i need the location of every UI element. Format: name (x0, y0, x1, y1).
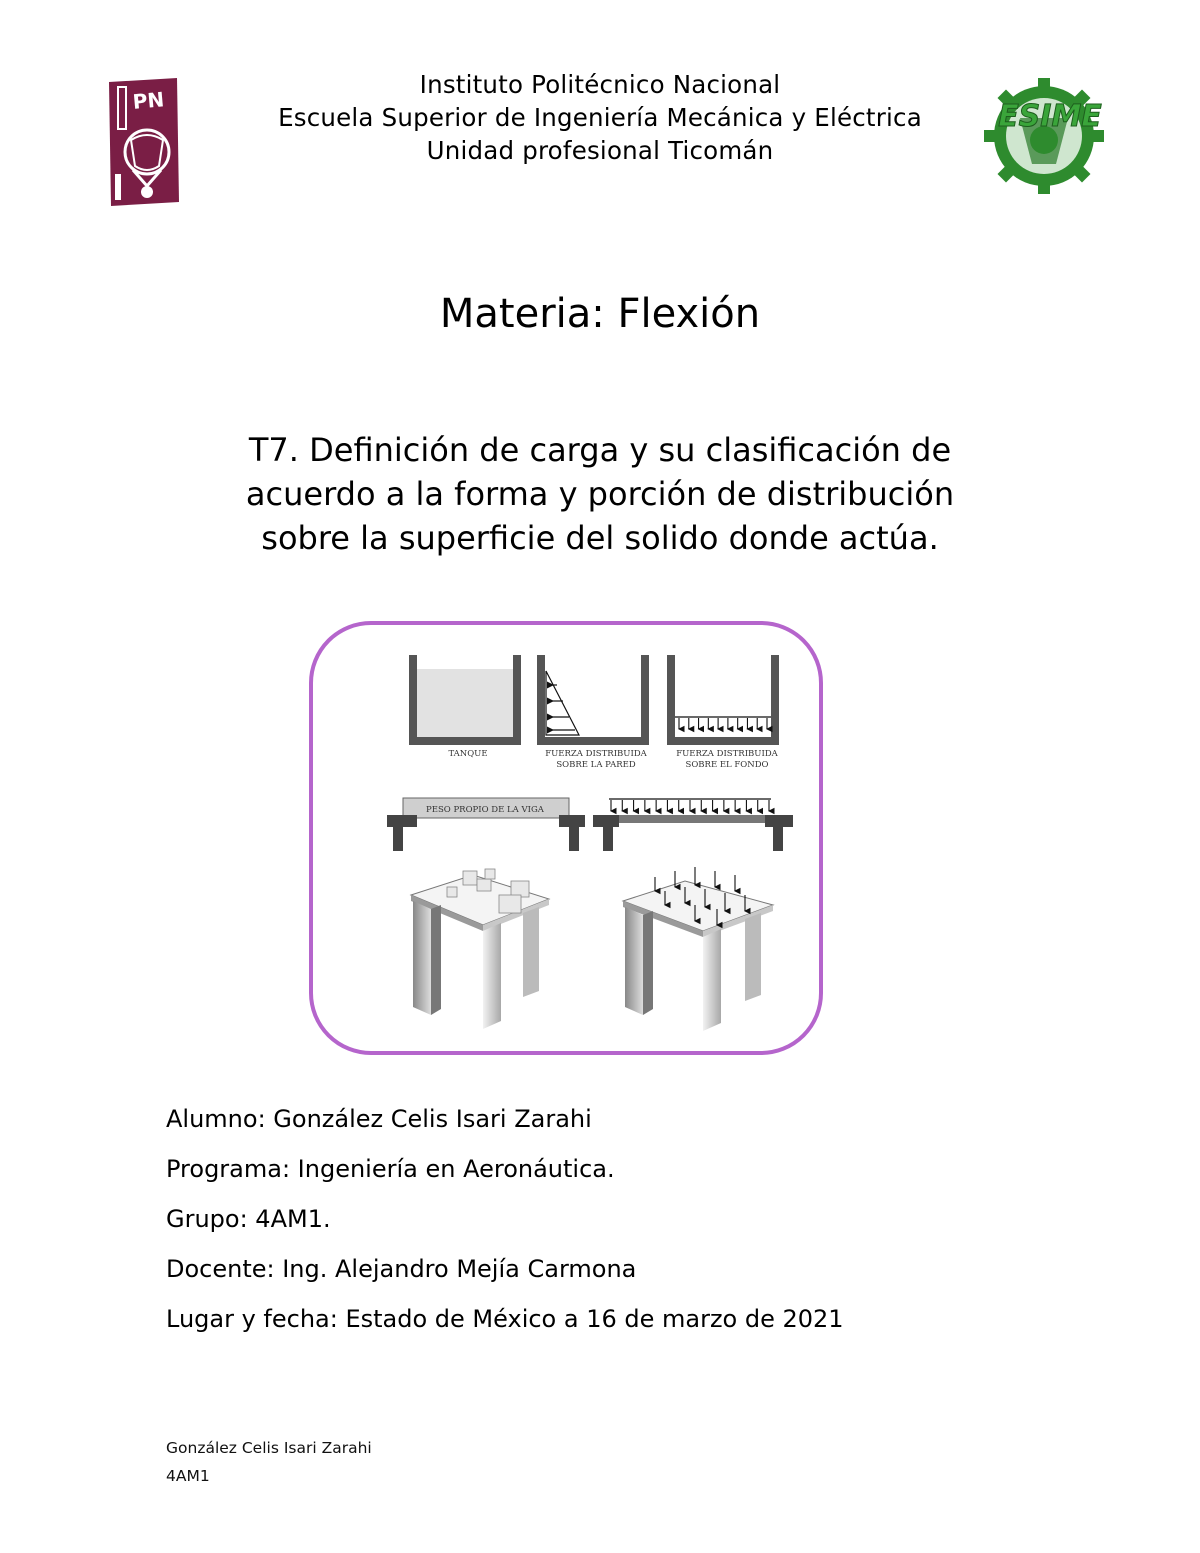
label-beam: PESO PROPIO DE LA VIGA (426, 805, 544, 815)
institution-name: Instituto Politécnico Nacional (419, 70, 781, 99)
topic-line-3: sobre la superficie del solido donde actúa. (261, 519, 939, 557)
bottom-load-diagram (667, 655, 779, 745)
student-name: Alumno: González Celis Isari Zarahi (166, 1105, 592, 1133)
wall-load-diagram (537, 655, 649, 745)
header (220, 68, 980, 167)
school-name: Escuela Superior de Ingeniería Mecánica y Eléctrica (278, 103, 922, 132)
place-date: Lugar y fecha: Estado de México a 16 de marzo de 2021 (166, 1305, 844, 1333)
tank-diagram (409, 655, 521, 745)
topic-line-2: acuerdo a la forma y porción de distribución (245, 475, 955, 513)
label-bottom-1: FUERZA DISTRIBUIDA (676, 749, 778, 759)
load-types-illustration (313, 625, 819, 1051)
table-with-boxes-diagram (411, 869, 549, 1029)
student-info (166, 1104, 1066, 1354)
label-bottom-2: SOBRE EL FONDO (685, 760, 769, 770)
topic-line-1: T7. Definición de carga y su clasificación de (248, 431, 952, 469)
table-with-arrows-diagram (623, 867, 773, 1031)
ipn-logo-icon (103, 74, 183, 210)
beam-distributed-load-diagram (593, 799, 793, 851)
footer-name: González Celis Isari Zarahi (166, 1439, 372, 1457)
beam-self-weight-diagram (387, 798, 585, 851)
label-wall-2: SOBRE LA PARED (556, 760, 636, 770)
program: Programa: Ingeniería en Aeronáutica. (166, 1155, 615, 1183)
load-types-figure (309, 621, 823, 1055)
unit-name: Unidad profesional Ticomán (426, 136, 774, 165)
svg-text:PN: PN (131, 87, 166, 114)
group: Grupo: 4AM1. (166, 1205, 331, 1233)
svg-text:ESIME: ESIME (998, 99, 1102, 134)
topic-title (150, 428, 1050, 560)
page-footer (166, 1434, 372, 1490)
label-tank: TANQUE (448, 749, 488, 759)
label-wall-1: FUERZA DISTRIBUIDA (545, 749, 647, 759)
footer-group: 4AM1 (166, 1467, 210, 1485)
subject-title: Materia: Flexión (439, 291, 761, 337)
teacher: Docente: Ing. Alejandro Mejía Carmona (166, 1255, 637, 1283)
esime-logo-icon (980, 74, 1118, 194)
